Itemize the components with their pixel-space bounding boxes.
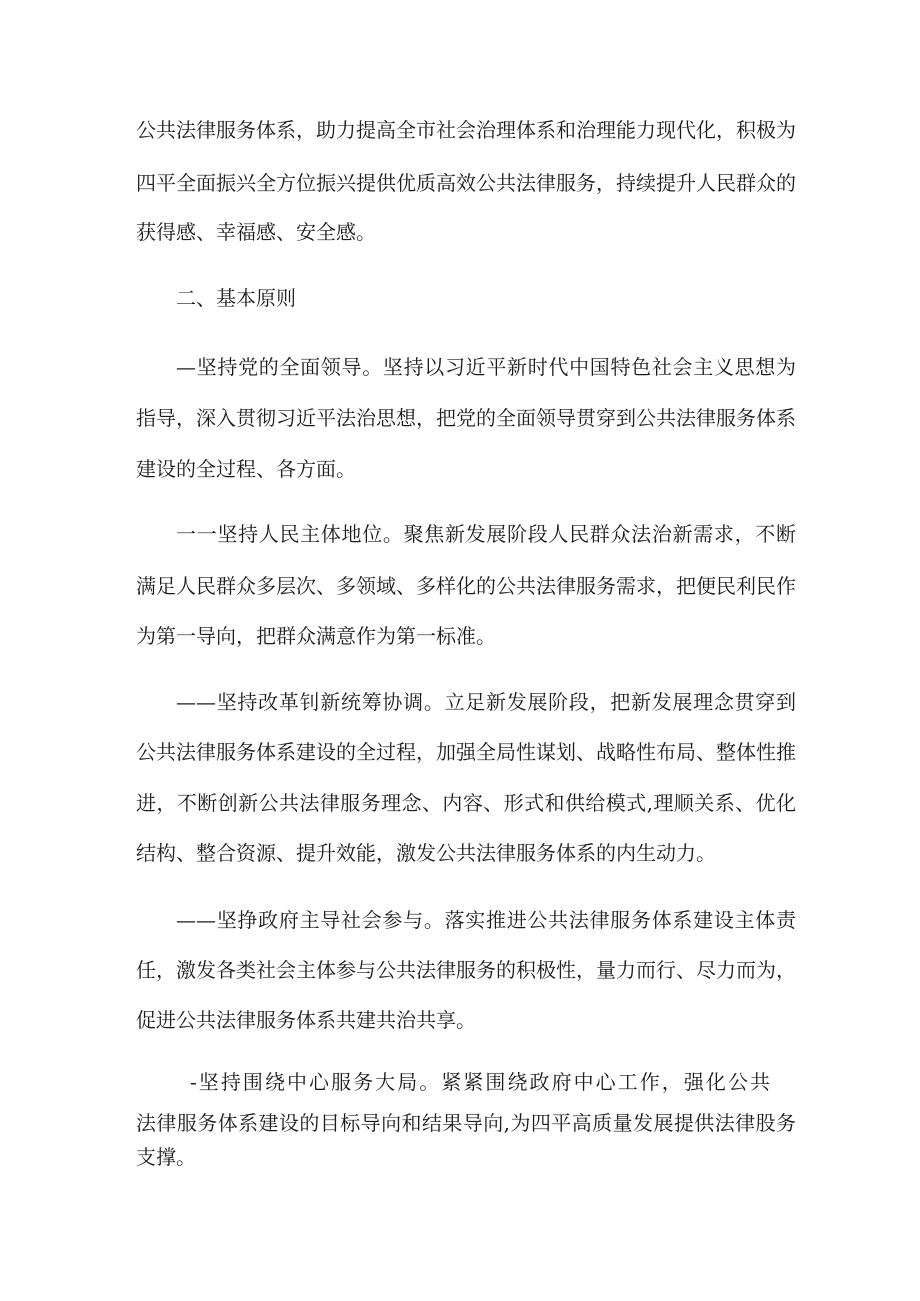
section-heading: 二、基本原则 <box>176 286 296 310</box>
principle-1-line-2: 指导，深入贯彻习近平法治思想，把党的全面领导贯穿到公共法律服务体系 <box>136 406 796 430</box>
principle-3-line-4: 结构、整合资源、提升效能，激发公共法律服务体系的内生动力。 <box>136 841 716 865</box>
principle-3-line-2: 公共法律服务体系建设的全过程，加强全局性谋划、战略性布局、整体性推 <box>136 740 796 764</box>
principle-2-line-3: 为第一导向，把群众满意作为第一标准。 <box>136 624 496 648</box>
principle-4-line-3: 促进公共法律服务体系共建共治共享。 <box>136 1008 476 1032</box>
principle-5-line-3: 支撑。 <box>136 1145 196 1169</box>
principle-5-line-2: 法律服务体系建设的目标导向和结果导向,为四平高质量发展提供法律股务 <box>136 1111 796 1135</box>
principle-1-line-3: 建设的全过程、各方面。 <box>136 457 356 481</box>
intro-line-1: 公共法律服务体系，助力提高全市社会治理体系和治理能力现代化，积极为 <box>136 118 796 142</box>
principle-4-line-1: ——坚挣政府主导社会参与。落实推进公共法律服务体系建设主体责 <box>176 908 796 932</box>
principle-2-line-1: 一一坚持人民主体地位。聚焦新发展阶段人民群众法治新需求，不断 <box>176 522 796 546</box>
principle-5-line-1: -坚持围绕中心服务大局。紧紧围绕政府中心工作，强化公共 <box>190 1070 770 1094</box>
intro-line-3: 获得感、幸福感、安全感。 <box>136 220 376 244</box>
principle-2-line-2: 满足人民群众多层次、多领域、多样化的公共法律服务需求，把便民利民作 <box>136 574 796 598</box>
intro-line-2: 四平全面振兴全方位振兴提供优质高效公共法律服务，持续提升人民群众的 <box>136 171 796 195</box>
principle-1-line-1: —坚持党的全面领导。坚持以习近平新时代中国特色社会主义思想为 <box>176 355 796 379</box>
principle-3-line-3: 进，不断创新公共法律服务理念、内容、形式和供给模式,理顺关系、优化 <box>136 791 796 815</box>
principle-4-line-2: 任，激发各类社会主体参与公共法律服务的积极性，量力而行、尽力而为， <box>136 958 796 982</box>
principle-3-line-1: ——坚持改革钊新统筹协调。立足新发展阶段，把新发展理念贯穿到 <box>176 690 796 714</box>
